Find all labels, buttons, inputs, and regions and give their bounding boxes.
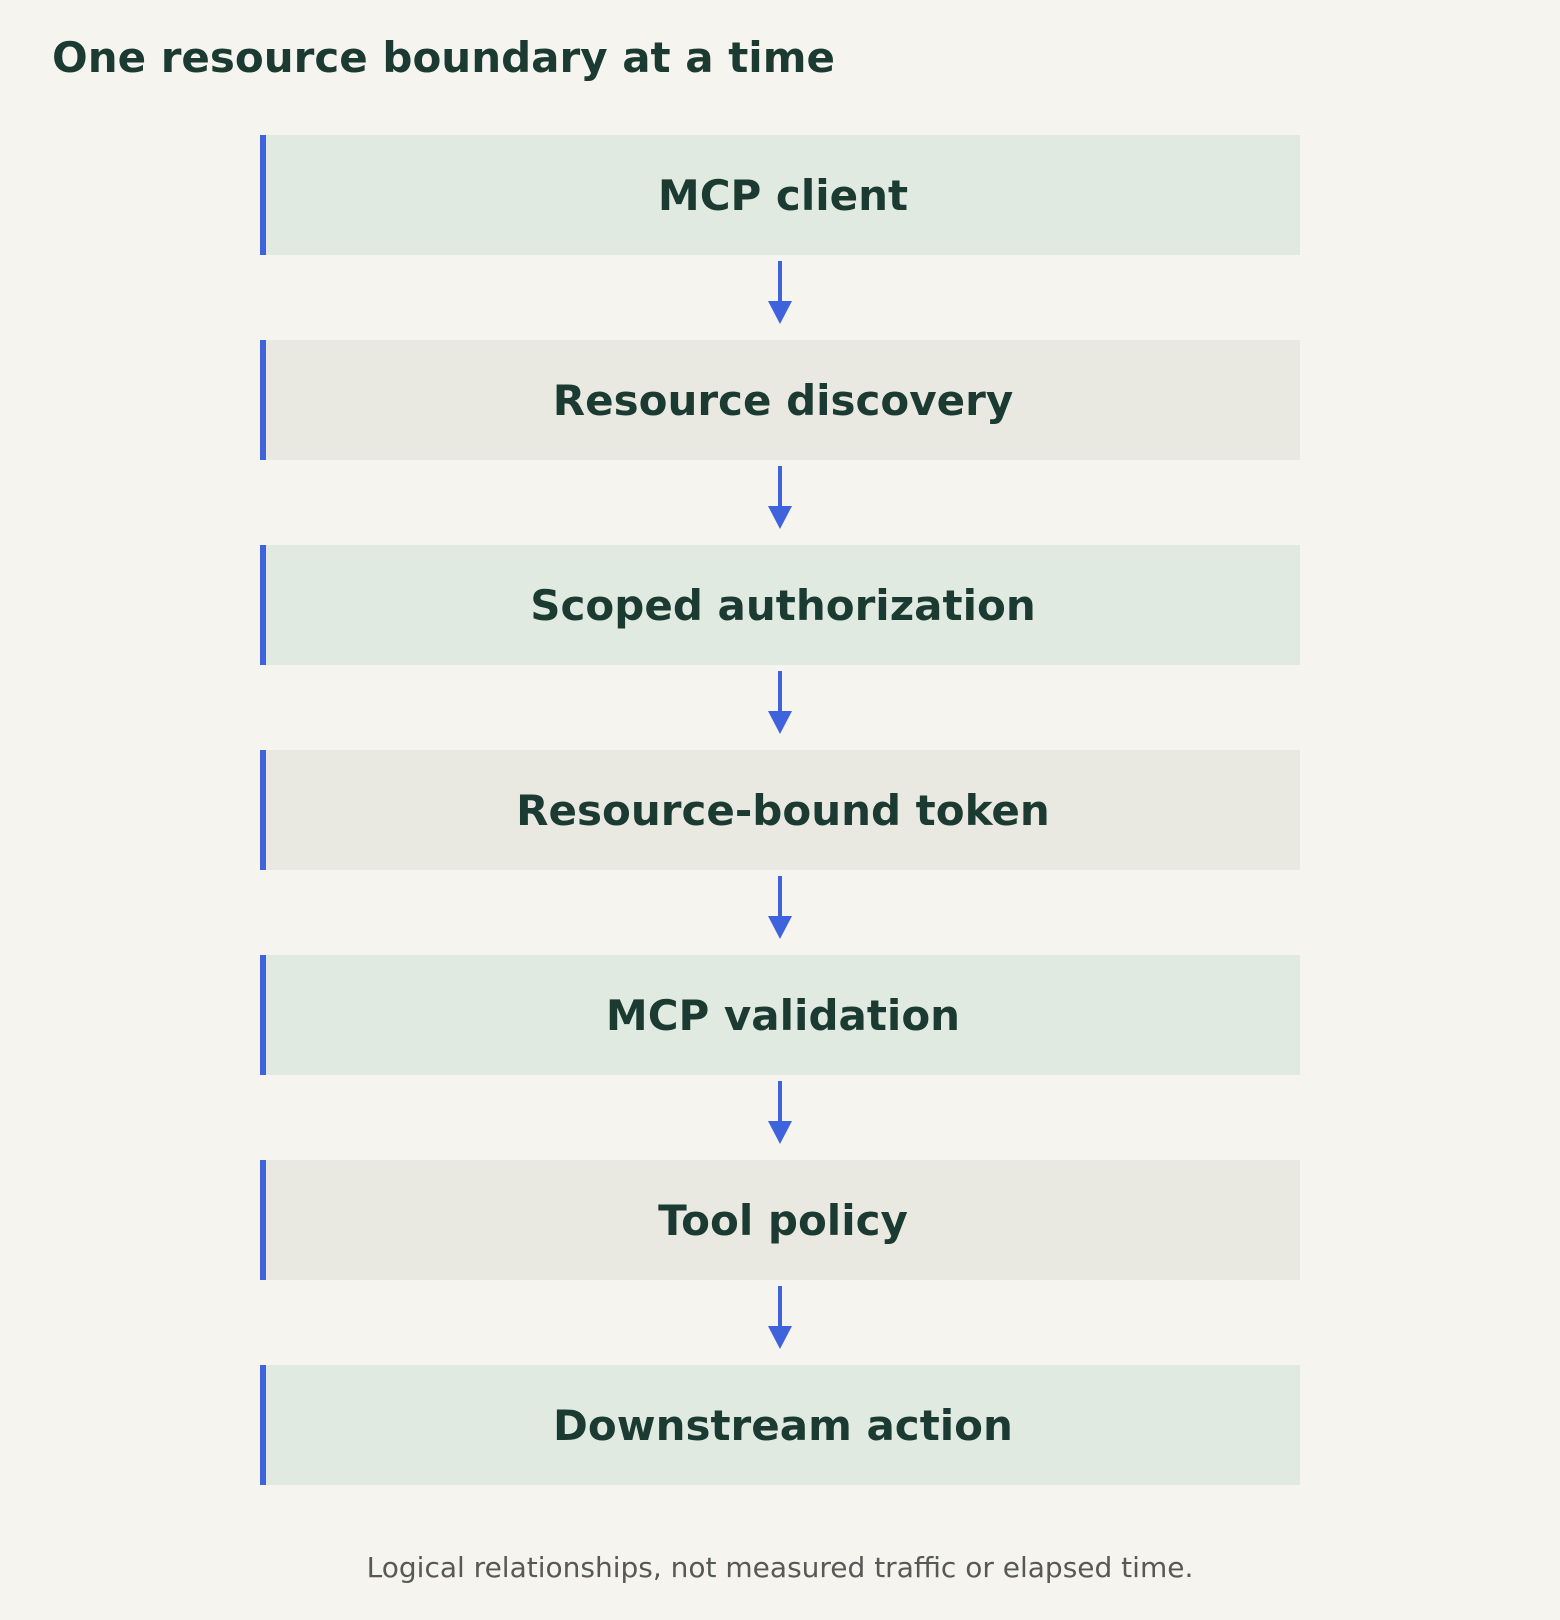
arrow-down-icon (765, 1081, 795, 1145)
diagram-title: One resource boundary at a time (52, 33, 835, 82)
step-label: Downstream action (553, 1400, 1013, 1450)
step-label: Resource discovery (552, 375, 1014, 425)
arrow-down-icon (765, 1286, 795, 1350)
step-box-tool-policy (260, 1160, 1300, 1280)
step-box-downstream-action (260, 1365, 1300, 1485)
step-box-resource-bound-token (260, 750, 1300, 870)
step-label: MCP client (657, 170, 909, 220)
step-box-scoped-authorization (260, 545, 1300, 665)
arrow-down-icon (765, 261, 795, 325)
arrow-down-icon (765, 466, 795, 530)
arrow-down-icon (765, 876, 795, 940)
step-label: Scoped authorization (530, 580, 1036, 630)
step-label: MCP validation (605, 990, 961, 1040)
step-box-resource-discovery (260, 340, 1300, 460)
step-box-mcp-client (260, 135, 1300, 255)
step-box-mcp-validation (260, 955, 1300, 1075)
footnote: Logical relationships, not measured traffic or elapsed time. (366, 1551, 1194, 1584)
arrow-down-icon (765, 671, 795, 735)
step-label: Tool policy (658, 1195, 908, 1245)
step-label: Resource-bound token (516, 785, 1050, 835)
